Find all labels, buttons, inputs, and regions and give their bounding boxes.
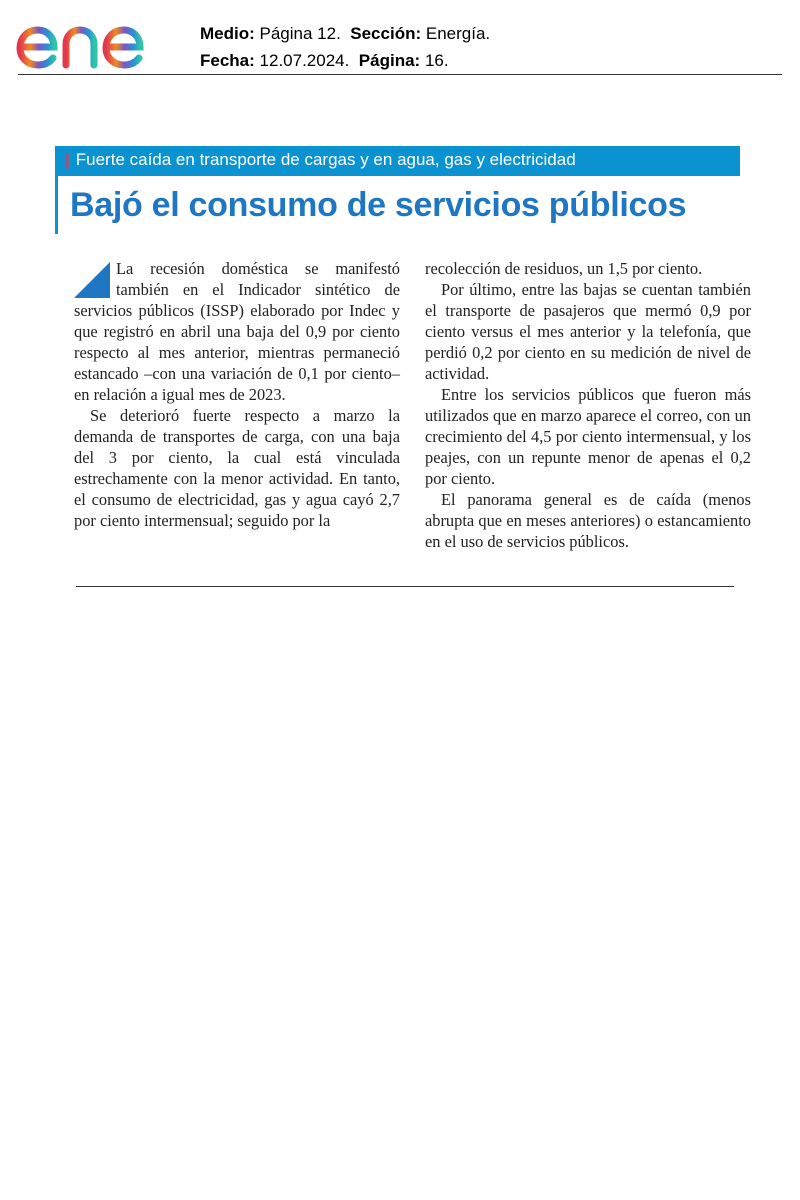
medio-label: Medio: [200, 24, 255, 43]
header-divider [18, 74, 782, 75]
article-paragraph: El panorama general es de caída (menos abrupta que en meses anteriores) o estancamiento en el uso de servicios públicos. [425, 490, 751, 551]
article-paragraph: Por último, entre las bajas se cuentan también el transporte de pasajeros que mermó 0,9 por ciento versus el mes anterior y la telefonía, que perdió 0,2 por ciento en su medición de nivel de actividad. [425, 280, 751, 383]
seccion-label: Sección: [350, 24, 422, 43]
headline-side-bar [55, 176, 58, 234]
publication-meta [200, 20, 490, 74]
fecha-value: 12.07.2024. [259, 51, 350, 70]
fecha-label: Fecha: [200, 51, 255, 70]
enel-logo [14, 8, 184, 72]
article-paragraph: La recesión doméstica se manifestó también en el Indicador sintético de servicios públicos (ISSP) elaborado por Indec y que registró en abril una baja del 0,9 por ciento respecto al mes anterior, mientras permaneció estancado –con una variación de 0,1 por ciento– en relación a igual mes de 2023. [74, 259, 400, 404]
medio-value: Página 12. [259, 24, 341, 43]
article-paragraph: Se deterioró fuerte respecto a marzo la demanda de transportes de carga, con una baja del 3 por ciento, la cual está vinculada estrechamente con la menor actividad. En tanto, el consumo de electricidad, gas y agua cayó 2,7 por ciento intermensual; seguido por la [74, 406, 400, 530]
article-paragraph: Entre los servicios públicos que fueron más utilizados que en marzo aparece el correo, con un crecimiento del 4,5 por ciento intermensual, y los peajes, con un repunte menor de apenas el 0,2 por ciento. [425, 385, 751, 488]
lead-triangle-icon [74, 262, 110, 298]
meta-line-2 [200, 47, 490, 74]
kicker-text: Fuerte caída en transporte de cargas y en agua, gas y electricidad [75, 150, 576, 169]
pagina-value: 16. [424, 51, 449, 70]
article-column-left [74, 258, 400, 531]
pagina-label: Página: [358, 51, 421, 70]
kicker-mark: | [65, 150, 70, 169]
article-bottom-rule [76, 586, 734, 587]
article-paragraph: recolección de residuos, un 1,5 por ciento. [425, 259, 703, 278]
article-headline: Bajó el consumo de servicios públicos [70, 186, 687, 224]
article-kicker [55, 146, 740, 176]
seccion-value: Energía. [425, 24, 491, 43]
meta-line-1 [200, 20, 490, 47]
article-column-right [425, 258, 751, 552]
